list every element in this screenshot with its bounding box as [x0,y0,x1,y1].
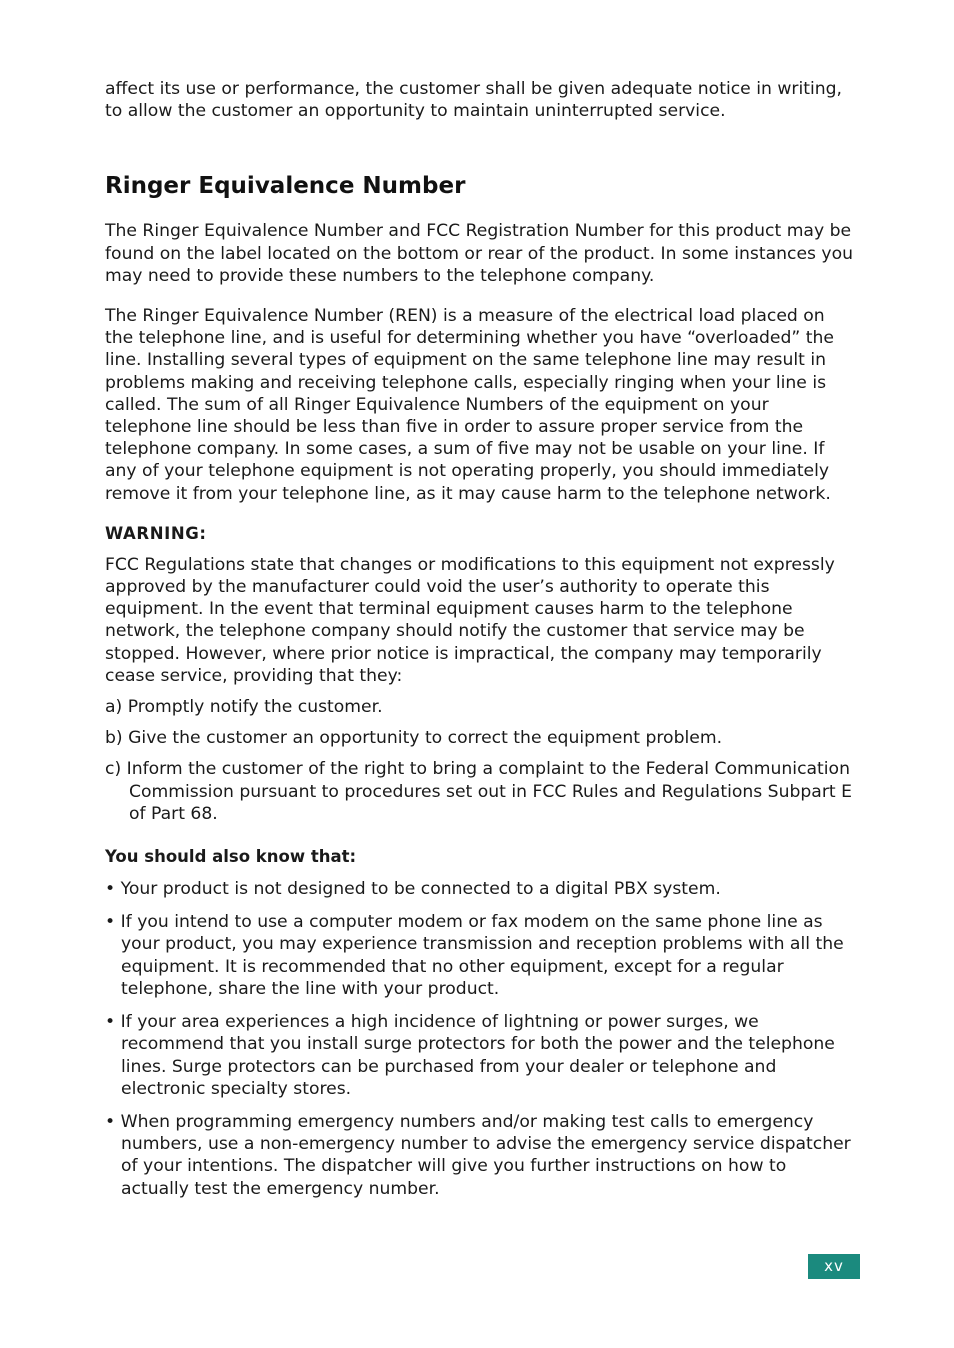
bullet-text: When programming emergency numbers and/or making test calls to emergency numbers, use a non-emergency number to advise the emergency service dispatcher of your intentions. The dispatcher will give you further instructions on how to actually test the emergency number. [120,1111,851,1199]
bullet-icon: • [105,912,121,933]
warning-paragraph: FCC Regulations state that changes or modifications to this equipment not expressly approved by the manufacturer could void the user’s authority to operate this equipment. In the event that terminal equipment causes harm to the telephone network, the telephone company should notify the customer that service may be stopped. However, where prior notice is impractical, the company may temporarily cease service, providing that they: [105,554,835,686]
bullet-icon: • [105,1012,121,1033]
bullet-text: Your product is not designed to be connected to a digital PBX system. [120,879,721,900]
warning-item-a [105,696,855,718]
ren-paragraph-2: The Ringer Equivalence Number (REN) is a measure of the electrical load placed on the telephone line, and is useful for determining whether you have “overloaded” the line. Installing several types of equipment on the same telephone line may result in problems making and receiving telephone calls, especially ringing when your line is called. The sum of all Ringer Equivalence Numbers of the equipment on your telephone line should be less than five in order to assure proper service from the telephone company. In some cases, a sum of five may not be usable on your line. If any of your telephone equipment is not operating properly, you should immediately remove it from your telephone line, as it may cause harm to the telephone network. [105,306,834,504]
ren-paragraph-1: The Ringer Equivalence Number and FCC Registration Number for this product may be found on the label located on the bottom or rear of the product. In some instances you may need to provide these numbers to the telephone company. [105,221,854,286]
also-know-heading: You should also know that: [105,847,357,867]
bullet-text: If you intend to use a computer modem or fax modem on the same phone line as your product, you may experience transmission and reception problems with all the equipment. It is recommended that no other equipment, except for a regular telephone, share the line with your product. [120,912,844,999]
bullet-item [105,878,855,900]
bullet-item [105,1011,855,1100]
bullet-item [105,1111,855,1200]
list-item-text: Inform the customer of the right to bring a complaint to the Federal Communication Commission pursuant to procedures set out in FCC Rules and Regulations Subpart E of Part 68. [126,759,852,824]
list-item-text: Give the customer an opportunity to correct the equipment problem. [128,728,723,749]
page-number-badge: xv [808,1254,860,1279]
warning-item-c [105,758,855,825]
section-title: Ringer Equivalence Number [105,173,466,200]
page-content [105,78,855,1211]
warning-heading: WARNING: [105,523,207,543]
bullet-icon: • [105,879,121,900]
bullet-item [105,911,855,1000]
bullet-text: If your area experiences a high incidence of lightning or power surges, we recommend that you install surge protectors for both the power and the telephone lines. Surge protectors can be purchased from your dealer or telephone and electronic specialty stores. [120,1012,835,1099]
list-marker: a) [105,697,128,718]
list-item-text: Promptly notify the customer. [127,697,383,718]
list-marker: b) [105,728,129,749]
bullet-icon: • [105,1111,121,1132]
list-marker: c) [105,759,127,780]
warning-item-b [105,727,855,749]
intro-paragraph: affect its use or performance, the customer shall be given adequate notice in writing, to allow the customer an opportunity to maintain uninterrupted service. [105,79,843,122]
